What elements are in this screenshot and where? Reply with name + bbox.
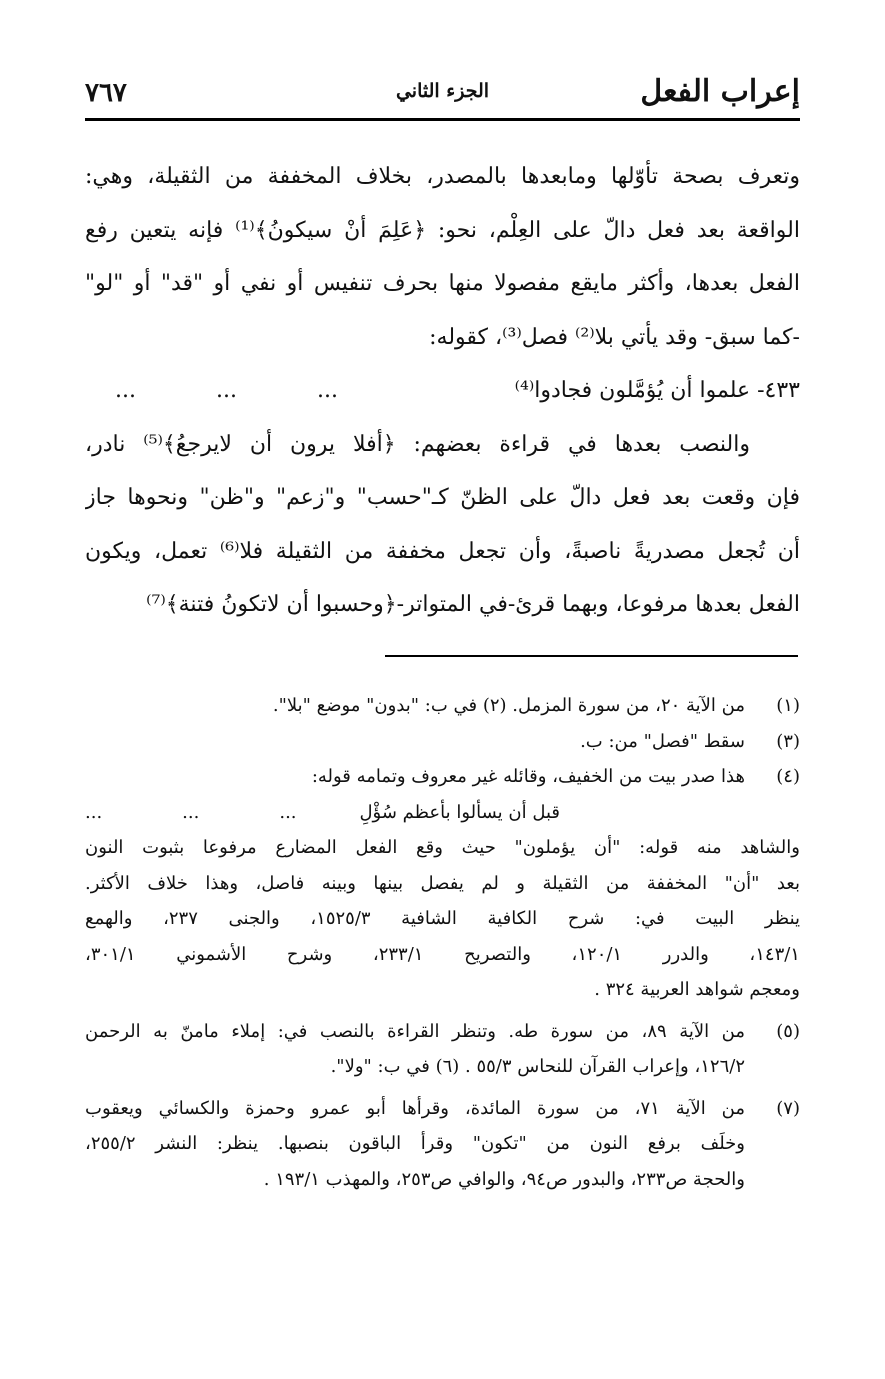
footnote — [85, 688, 800, 724]
verse-dots: ... — [215, 378, 237, 403]
verse-dots: ... — [316, 378, 338, 403]
footnote-verse-text: قبل أن يسألوا بأعظم سُؤْلِ — [359, 801, 560, 823]
part-label: الجزء الثاني — [395, 80, 490, 102]
verse-dots: ... — [279, 801, 297, 823]
footnote-line: هذا صدر بيت من الخفيف، وقائله غير معروف وتمامه قوله: — [311, 766, 745, 787]
text-line: -كما سبق- وقد يأتي بلا⁽²⁾ فصل⁽³⁾، كقوله: — [429, 324, 800, 350]
footnote-separator — [385, 655, 798, 657]
text-line: والنصب بعدها في قراءة بعضهم: ﴿أفلا يرون أن لايرجعُ﴾⁽⁵⁾ نادر، — [85, 431, 750, 457]
footnotes — [85, 688, 800, 1197]
footnote-number: (٧) — [776, 1097, 800, 1119]
footnote — [85, 1014, 800, 1085]
footnote-number: (٣) — [776, 730, 800, 752]
text-line: الفعل بعدها، وأكثر مايقع مفصولا منها بحرف تنفيس أو نفي أو "قد" أو "لو" — [85, 271, 800, 296]
footnote — [85, 1091, 800, 1198]
header-rule — [85, 118, 800, 121]
footnote-number: (٤) — [776, 766, 800, 787]
footnote-line: سقط "فصل" من: ب. — [580, 730, 745, 752]
text-line: وتعرف بصحة تأوّلها ومابعدها بالمصدر، بخلاف المخففة من الثقيلة، وهي: — [85, 164, 800, 189]
text-line: أن تُجعل مصدريةً ناصبةً، وأن تجعل مخففة من الثقيلة فلا⁽⁶⁾ تعمل، ويكون — [85, 538, 800, 564]
text-line: فإن وقعت بعد فعل دالّ على الظنّ كـ"حسب" و"زعم" و"ظن" ونحوها جاز — [85, 485, 800, 510]
footnote-verse — [85, 795, 800, 831]
page-header — [85, 70, 800, 118]
footnote — [85, 759, 800, 795]
footnote-line: بعد "أن" المخففة من الثقيلة و لم يفصل بينها وبينه فاصل، وهذا خلاف الأكثر. — [85, 872, 800, 894]
footnote-number: (١) — [776, 695, 800, 716]
text-line: الفعل بعدها مرفوعا، وبهما قرئ-في المتواتر-﴿وحسبوا أن لاتكونُ فتنة﴾⁽⁷⁾ — [146, 592, 800, 617]
footnote-line: والحجة ص٢٣٣، والبدور ص٩٤، والوافي ص٢٥٣، والمهذب ١٩٣/١ . — [263, 1168, 745, 1190]
running-title: إعراب الفعل — [640, 74, 800, 109]
verse-line — [85, 364, 800, 418]
footnote-number: (٥) — [776, 1020, 800, 1042]
footnote — [85, 724, 800, 760]
footnote-line: والشاهد منه قوله: "أن يؤملون" حيث وقع الفعل المضارع مرفوعا بثبوت النون — [85, 837, 800, 858]
footnote-line: ومعجم شواهد العربية ٣٢٤ . — [594, 979, 800, 1000]
page-number: ٧٦٧ — [85, 78, 127, 108]
verse-dots: ... — [182, 801, 200, 823]
verse-dots: ... — [115, 378, 136, 403]
text-line: الواقعة بعد فعل دالّ على العِلْم، نحو: ﴿عَلِمَ أنْ سيكونُ﴾⁽¹⁾ فإنه يتعين رفع — [85, 217, 800, 243]
footnote-line: ينظر البيت في: شرح الكافية الشافية ١٥٢٥/٣، والجنى ٢٣٧، والهمع — [85, 908, 800, 929]
footnote-line: ١٢٦/٢، وإعراب القرآن للنحاس ٥٥/٣ . (٦) في ب: "ولا". — [330, 1056, 745, 1077]
footnote-line: وخلَف برفع النون من "تكون" وقرأ الباقون بنصبها. ينظر: النشر ٢٥٥/٢، — [85, 1133, 745, 1154]
verse-text: ٤٣٣- علموا أن يُؤمَّلون فجادوا⁽⁴⁾ — [514, 378, 800, 403]
main-text — [85, 150, 800, 632]
footnote-line: من الآية ٢٠، من سورة المزمل. (٢) في ب: "بدون" موضع "بلا". — [272, 695, 745, 716]
footnote-line: من الآية ٨٩، من سورة طه. وتنظر القراءة بالنصب في: إملاء مامنّ به الرحمن — [85, 1020, 745, 1042]
verse-dots: ... — [85, 801, 103, 823]
footnote-line: من الآية ٧١، من سورة المائدة، وقرأها أبو عمرو وحمزة والكسائي ويعقوب — [85, 1097, 745, 1119]
footnote-line: ١٤٣/١، والدرر ١٢٠/١، والتصريح ٢٣٣/١، وشرح الأشموني ٣٠١/١، — [85, 943, 800, 965]
